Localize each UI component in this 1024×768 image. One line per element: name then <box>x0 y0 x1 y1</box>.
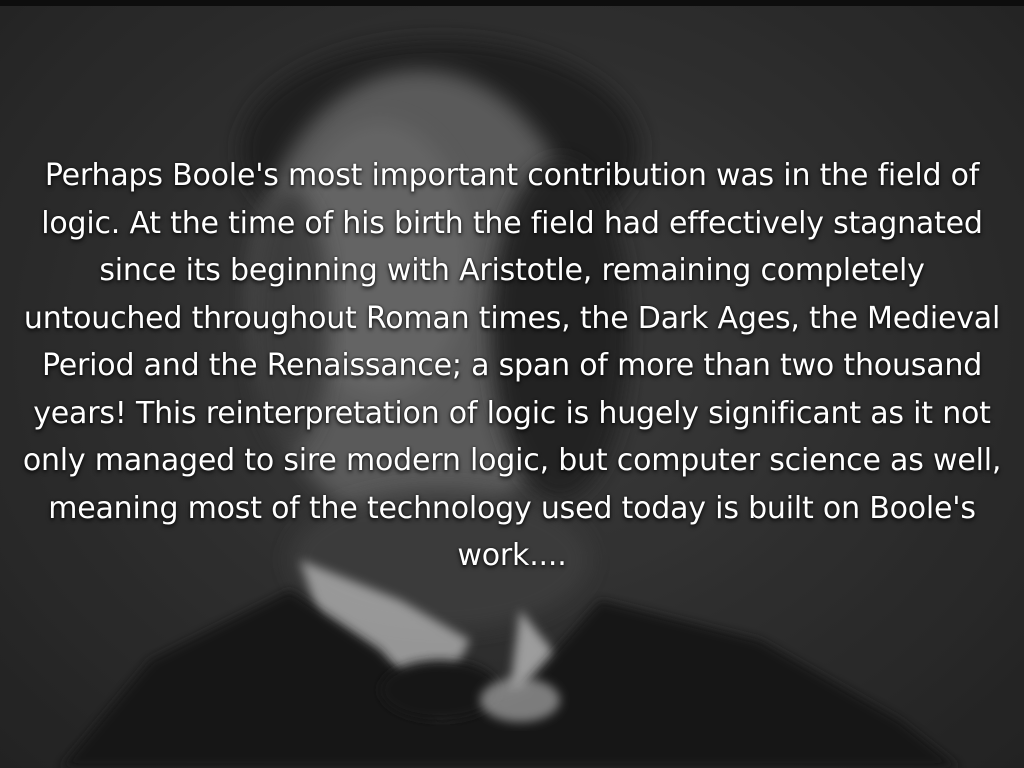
slide-body-text: Perhaps Boole's most important contribution was in the field of logic. At the time of his birth the field had effectively stagnated since its beginning with Aristotle, remaining completely untouched throughout Roman times, the Dark Ages, the Medieval Period and the Renaissance; a span of more than two thousand years! This reinterpretation of logic is hugely significant as it not only managed to sire modern logic, but computer science as well, meaning most of the technology used today is built on Boole's work.... <box>22 158 1002 573</box>
